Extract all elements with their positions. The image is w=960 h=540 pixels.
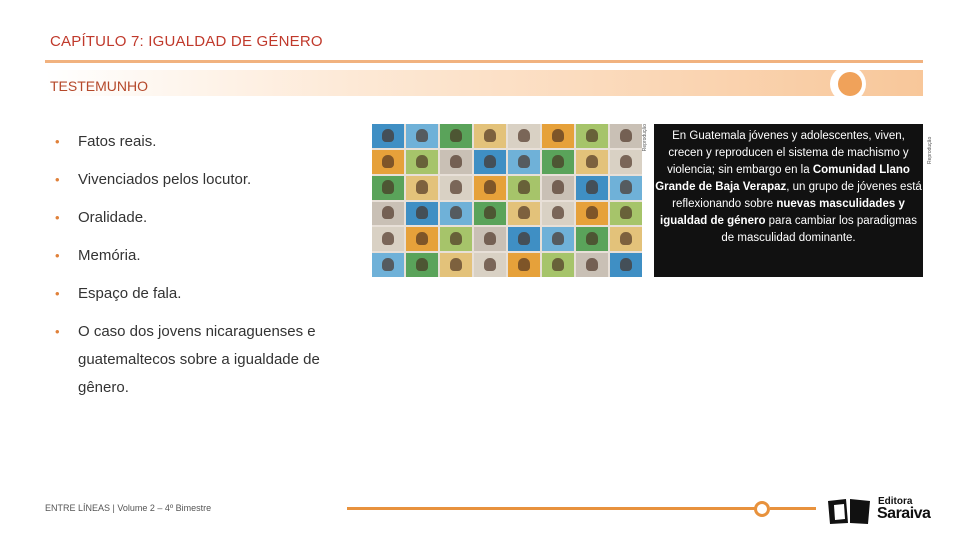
portrait-tile (440, 150, 472, 174)
portrait-tile (542, 150, 574, 174)
portrait-tile (610, 227, 642, 251)
portrait-tile (406, 176, 438, 200)
portrait-tile (406, 150, 438, 174)
bullet-text: Vivenciados pelos locutor. (78, 171, 252, 188)
reproduction-strip (642, 124, 654, 277)
portrait-tile (406, 202, 438, 226)
portrait-tile (508, 150, 540, 174)
portrait-tile (508, 202, 540, 226)
list-item (55, 166, 345, 194)
video-still-image (372, 124, 923, 277)
portrait-tile (474, 150, 506, 174)
portrait-tile (474, 124, 506, 148)
portrait-tile (508, 253, 540, 277)
portrait-tile (610, 253, 642, 277)
bullet-text: Espaço de fala. (78, 285, 182, 302)
portrait-tile (440, 253, 472, 277)
portrait-tile (406, 253, 438, 277)
portrait-tile (610, 202, 642, 226)
quote-part-1: En Guatemala jóvenes y adolescentes, viven, crecen y reproducen el sistema de machismo y violencia; sin embargo en la (667, 130, 909, 176)
portrait-tile (610, 176, 642, 200)
portrait-tile (508, 227, 540, 251)
footer-text: ENTRE LÍNEAS | Volume 2 – 4º Bimestre (45, 503, 212, 513)
bullet-list (55, 128, 345, 412)
portrait-tile (474, 253, 506, 277)
portrait-tile (406, 124, 438, 148)
footer-circle-icon (754, 501, 770, 517)
bullet-icon: • (55, 172, 60, 187)
portrait-tile (474, 227, 506, 251)
bullet-icon: • (55, 324, 60, 339)
portrait-tile (372, 150, 404, 174)
section-bar (45, 70, 923, 96)
logo-editora: Editora (878, 496, 913, 507)
portrait-tile (576, 202, 608, 226)
portrait-tile (576, 150, 608, 174)
portrait-tile (372, 202, 404, 226)
portrait-tile (372, 227, 404, 251)
list-item (55, 280, 345, 308)
portrait-tile (542, 227, 574, 251)
list-item (55, 242, 345, 270)
footer-divider (347, 507, 757, 510)
portrait-tile (576, 124, 608, 148)
bullet-text: O caso dos jovens nicaraguenses e guatemaltecos sobre a igualdade de gênero. (78, 323, 320, 396)
portrait-tile (542, 202, 574, 226)
portrait-tile (372, 176, 404, 200)
bullet-text: Fatos reais. (78, 133, 157, 150)
portrait-tile (542, 253, 574, 277)
bullet-text: Memória. (78, 247, 141, 264)
reproduction-label: Reprodução (642, 124, 648, 152)
bullet-icon: • (55, 134, 60, 149)
bullet-icon: • (55, 210, 60, 225)
list-item (55, 204, 345, 232)
portrait-tile (440, 176, 472, 200)
portrait-tile (440, 124, 472, 148)
book-icon (826, 497, 872, 525)
bullet-icon: • (55, 286, 60, 301)
section-title: TESTEMUNHO (50, 78, 148, 94)
portrait-tile (508, 176, 540, 200)
portrait-grid (372, 124, 642, 277)
portrait-tile (440, 227, 472, 251)
logo-saraiva: Saraiva (877, 505, 931, 522)
footer-divider-right (770, 507, 816, 510)
portrait-tile (474, 176, 506, 200)
portrait-tile (406, 227, 438, 251)
reproduction-label-right: Reprodução (927, 136, 933, 164)
section-circle-icon (838, 72, 862, 96)
portrait-tile (576, 176, 608, 200)
quote-part-3: para cambiar los paradigmas de masculidad dominante. (721, 215, 917, 244)
portrait-tile (372, 124, 404, 148)
portrait-tile (576, 227, 608, 251)
list-item (55, 128, 345, 156)
chapter-title: CAPÍTULO 7: IGUALDAD DE GÉNERO (50, 33, 323, 50)
portrait-tile (610, 150, 642, 174)
bullet-text: Oralidade. (78, 209, 148, 226)
quote-bold-1: Comunidad Llano Grande de Baja Verapaz (655, 164, 910, 193)
portrait-tile (610, 124, 642, 148)
portrait-tile (542, 124, 574, 148)
quote-bold-2: nuevas masculidades y igualdad de género (660, 198, 905, 227)
portrait-tile (576, 253, 608, 277)
quote-text (654, 124, 923, 277)
portrait-tile (508, 124, 540, 148)
portrait-tile (474, 202, 506, 226)
header-divider (45, 60, 923, 63)
portrait-tile (440, 202, 472, 226)
list-item (55, 318, 345, 402)
quote-part-2: , un grupo de jóvenes está reflexionando sobre (672, 181, 922, 210)
portrait-tile (372, 253, 404, 277)
portrait-tile (542, 176, 574, 200)
bullet-icon: • (55, 248, 60, 263)
publisher-logo (826, 494, 940, 526)
